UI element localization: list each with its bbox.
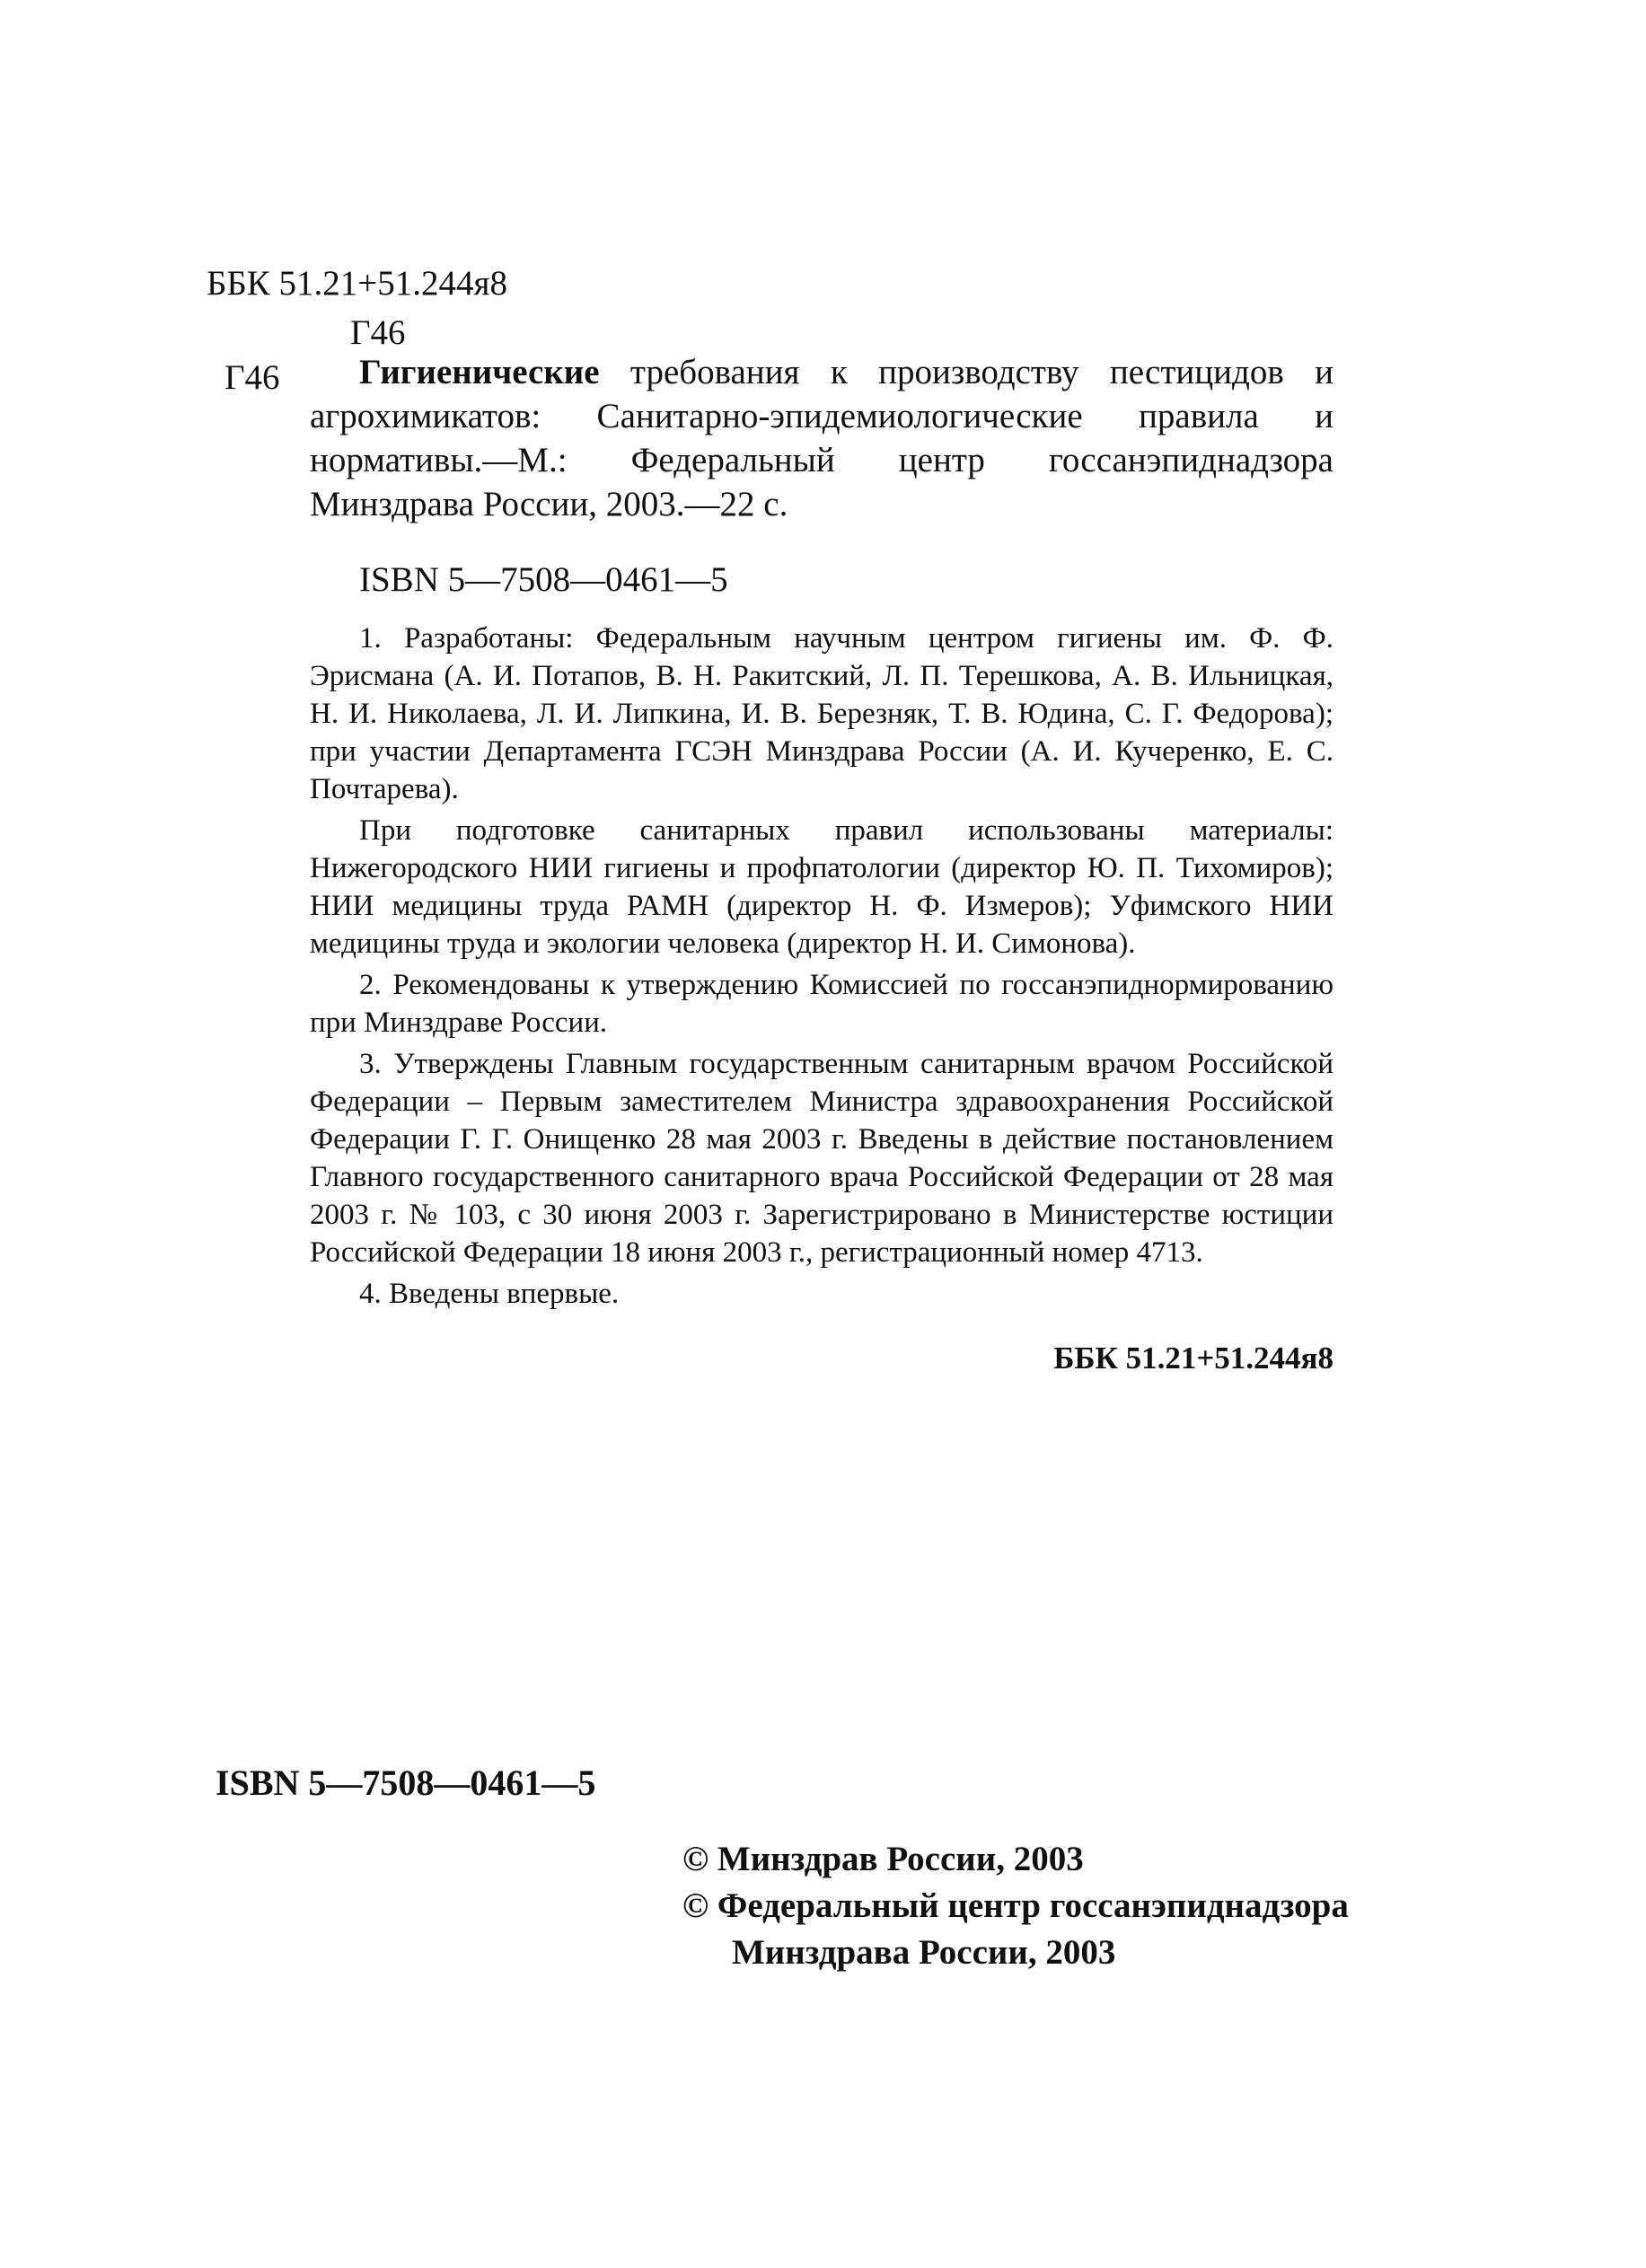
isbn-middle: ISBN 5—7508—0461—5	[359, 560, 728, 599]
note-introduced: 4. Введены впервые.	[359, 1278, 620, 1310]
bbk-code-right: ББК 51.21+51.244я8	[1053, 1341, 1334, 1376]
note-recommended: 2. Рекомендованы к утверждению Комиссией по госсанэпиднормированию при Минздраве России.	[310, 969, 1334, 1039]
note-materials: При подготовке санитарных правил использованы материалы: Нижегородского НИИ гигиены и профпатологии (директор Ю. П. Тихомиров); НИИ медицины труда РАМН (директор Н. Ф. Измеров); Уфимского НИИ медицины труда и экологии человека (директор Н. И. Симонова).	[310, 814, 1334, 960]
copyright-line-3: Минздрава России, 2003	[732, 1933, 1116, 1972]
title-rest: требования к производству пестицидов и агрохимикатов: Санитарно-эпидемиологические правила и нормативы.—М.: Федеральный центр госсанэпиднадзора Минздрава России, 2003.—22 с.	[310, 353, 1334, 523]
note-developed: 1. Разработаны: Федеральным научным центром гигиены им. Ф. Ф. Эрисмана (А. И. Потапов, В. Н. Ракитский, Л. П. Терешкова, А. В. Ильницкая, Н. И. Николаева, Л. И. Липкина, И. В. Березняк, Т. В. Юдина, С. Г. Федорова); при участии Департамента ГСЭН Минздрава России (А. И. Кучеренко, Е. С. Почтарева).	[310, 622, 1334, 805]
title-bold-start: Гигиенические	[359, 353, 600, 391]
copyright-line-2: © Федеральный центр госсанэпиднадзора	[682, 1886, 1349, 1925]
author-mark-top: Г46	[350, 313, 406, 352]
copyright-line-1: © Минздрав России, 2003	[682, 1840, 1084, 1878]
copyright-block	[682, 1836, 1349, 1976]
bibliographic-title	[310, 350, 1334, 526]
bbk-code-top: ББК 51.21+51.244я8	[207, 264, 507, 303]
notes-block	[310, 620, 1334, 1313]
author-mark-left: Г46	[224, 358, 280, 397]
isbn-bottom: ISBN 5—7508—0461—5	[216, 1763, 596, 1803]
note-approved: 3. Утверждены Главным государственным санитарным врачом Российской Федерации – Первым заместителем Министра здравоохранения Российской Федерации Г. Г. Онищенко 28 мая 2003 г. Введены в действие постановлением Главного государственного санитарного врача Российской Федерации от 28 мая 2003 г. № 103, с 30 июня 2003 г. Зарегистрировано в Министерстве юстиции Российской Федерации 18 июня 2003 г., регистрационный номер 4713.	[310, 1048, 1334, 1269]
